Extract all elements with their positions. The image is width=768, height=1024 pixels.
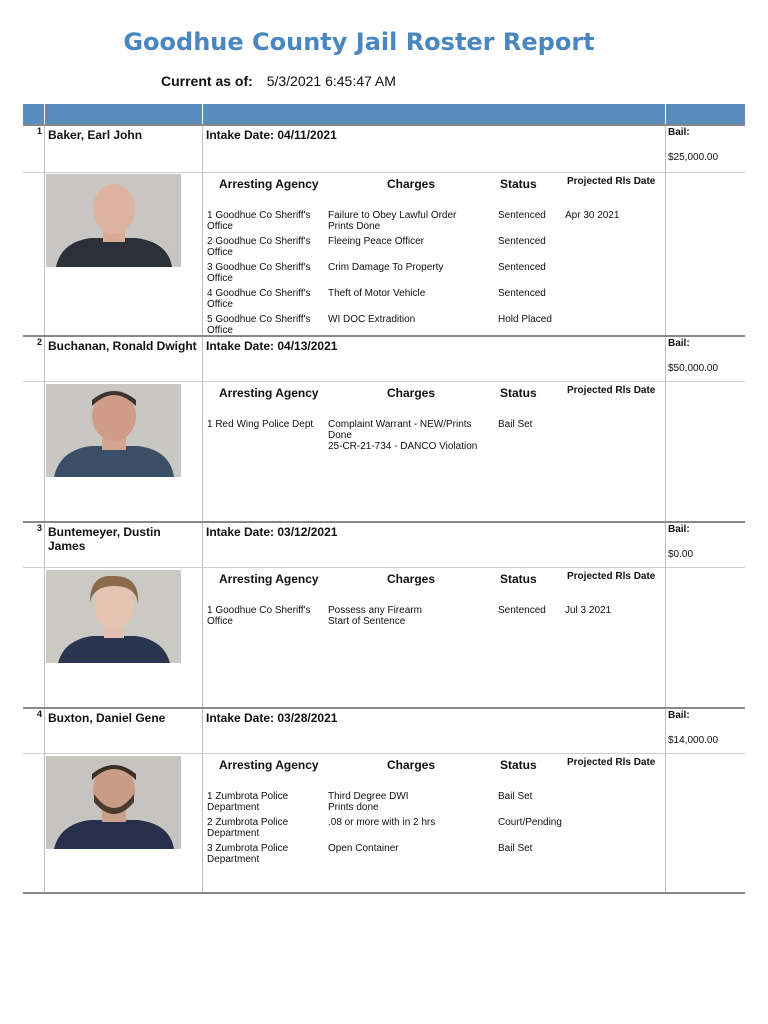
charge-cell: Open Container [328,843,399,854]
charge-cell: Third Degree DWI Prints done [328,791,409,813]
agency-cell: 1 Red Wing Police Dept [207,419,314,430]
report-title: Goodhue County Jail Roster Report [123,28,595,56]
agency-cell: 5 Goodhue Co Sheriff's Office [207,314,311,336]
table-header-bar [23,104,745,124]
bail-label: Bail: [668,524,690,535]
charge-cell: Crim Damage To Property [328,262,444,273]
inmate-number: 1 [37,126,43,136]
bail-amount: $25,000.00 [668,152,719,163]
status-cell: Sentenced [498,288,546,299]
agency-cell: 1 Zumbrota Police Department [207,791,289,813]
current-as-of-label: Current as of: [161,73,253,89]
agency-cell: 2 Goodhue Co Sheriff's Office [207,236,311,258]
agency-cell: 1 Goodhue Co Sheriff's Office [207,605,311,627]
col-arresting-agency: Arresting Agency [219,758,319,772]
bail-amount: $0.00 [668,549,694,560]
inmate-photo [46,756,181,849]
current-as-of-value: 5/3/2021 6:45:47 AM [266,73,396,89]
roster-table [23,104,745,124]
status-cell: Court/Pending [498,817,562,828]
intake-date: Intake Date: 03/12/2021 [206,525,338,539]
col-charges: Charges [387,386,436,400]
col-arresting-agency: Arresting Agency [219,386,319,400]
status-cell: Bail Set [498,419,533,430]
col-status: Status [500,386,537,400]
intake-date: Intake Date: 04/13/2021 [206,339,338,353]
col-projected-rls-date: Projected Rls Date [567,385,656,396]
agency-cell: 3 Zumbrota Police Department [207,843,289,865]
current-as-of [161,73,396,89]
col-projected-rls-date: Projected Rls Date [567,571,656,582]
col-charges: Charges [387,177,436,191]
col-projected-rls-date: Projected Rls Date [567,757,656,768]
col-status: Status [500,572,537,586]
charge-cell: WI DOC Extradition [328,314,416,325]
charge-cell: Failure to Obey Lawful Order Prints Done [328,210,457,232]
col-charges: Charges [387,572,436,586]
status-cell: Bail Set [498,791,533,802]
status-cell: Hold Placed [498,314,552,325]
agency-cell: 3 Goodhue Co Sheriff's Office [207,262,311,284]
table-bottom-border [23,892,745,894]
bail-label: Bail: [668,710,690,721]
status-cell: Sentenced [498,262,546,273]
inmate-number: 3 [37,523,43,533]
charge-cell: Possess any Firearm Start of Sentence [328,605,422,627]
inmate-number: 4 [37,709,43,719]
col-projected-rls-date: Projected Rls Date [567,176,656,187]
status-cell: Bail Set [498,843,533,854]
bail-amount: $50,000.00 [668,363,719,374]
col-status: Status [500,758,537,772]
charge-cell: .08 or more with in 2 hrs [328,817,436,828]
col-charges: Charges [387,758,436,772]
col-arresting-agency: Arresting Agency [219,572,319,586]
agency-cell: 1 Goodhue Co Sheriff's Office [207,210,311,232]
status-cell: Sentenced [498,210,546,221]
inmate-photo [46,570,181,663]
rls-cell: Apr 30 2021 [565,210,620,221]
col-arresting-agency: Arresting Agency [219,177,319,191]
inmate-name: Buchanan, Ronald Dwight [48,339,197,353]
inmate-photo [46,384,181,477]
intake-date: Intake Date: 03/28/2021 [206,711,338,725]
inmate-name: Buntemeyer, Dustin James [48,525,161,553]
rls-cell: Jul 3 2021 [565,605,612,616]
inmate-name: Buxton, Daniel Gene [48,711,166,725]
inmate-record-4 [23,707,745,893]
inmate-record-3 [23,521,745,707]
intake-date: Intake Date: 04/11/2021 [206,128,337,142]
bail-label: Bail: [668,127,690,138]
inmate-number: 2 [37,337,43,347]
charge-cell: Complaint Warrant - NEW/Prints Done 25-CR-21-734 - DANCO Violation [328,419,478,452]
agency-cell: 4 Goodhue Co Sheriff's Office [207,288,311,310]
inmate-record-2 [23,335,745,521]
col-status: Status [500,177,537,191]
agency-cell: 2 Zumbrota Police Department [207,817,289,839]
bail-amount: $14,000.00 [668,735,719,746]
status-cell: Sentenced [498,236,546,247]
inmate-record-1 [23,124,745,336]
status-cell: Sentenced [498,605,546,616]
charge-cell: Fleeing Peace Officer [328,236,424,247]
inmate-photo [46,174,181,267]
inmate-name: Baker, Earl John [48,128,143,142]
bail-label: Bail: [668,338,690,349]
charge-cell: Theft of Motor Vehicle [328,288,426,299]
